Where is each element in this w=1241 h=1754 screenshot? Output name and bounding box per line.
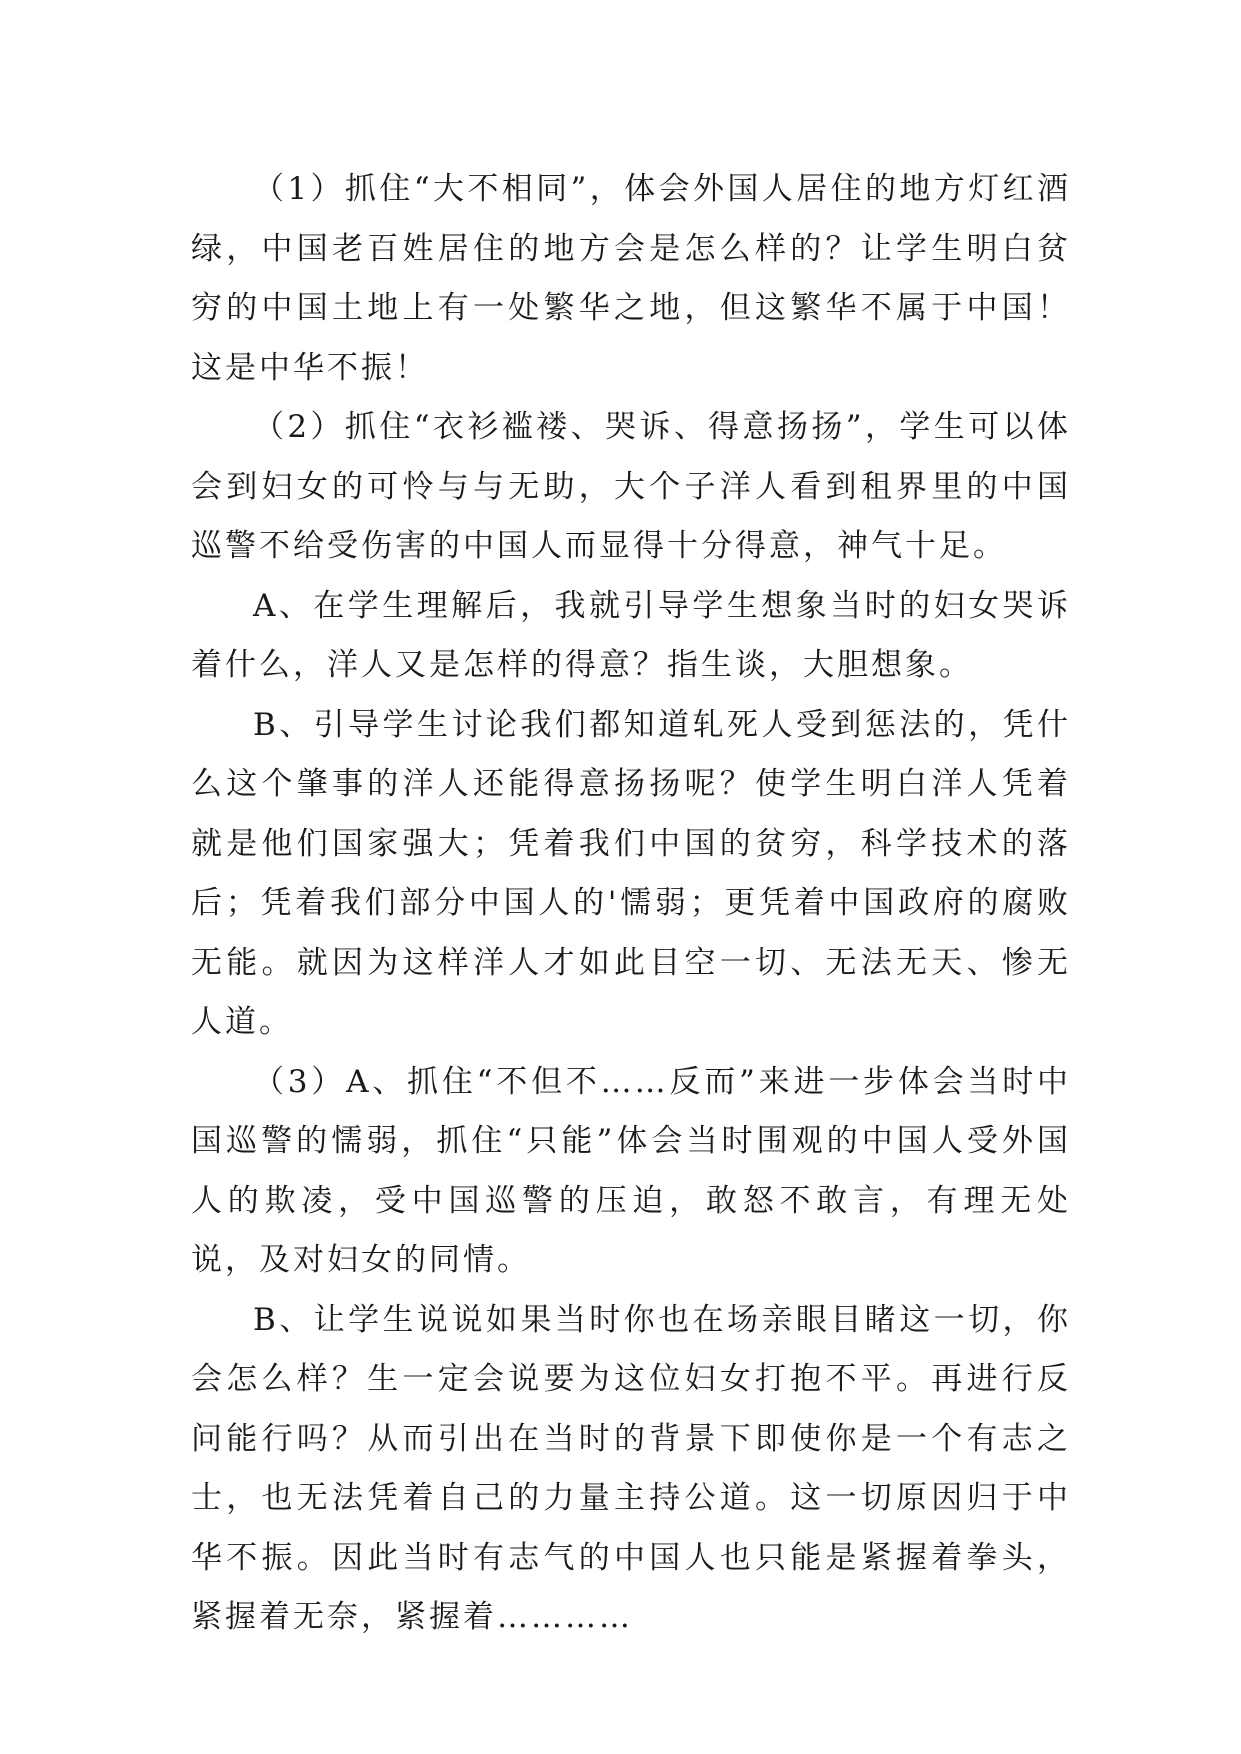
paragraph-1: （1）抓住“大不相同”，体会外国人居住的地方灯红酒绿，中国老百姓居住的地方会是怎么样的？让学生明白贫穷的中国土地上有一处繁华之地，但这繁华不属于中国！这是中华不振！ (191, 171, 1071, 386)
paragraph-5: （3）A、抓住“不但不……反而”来进一步体会当时中国巡警的懦弱，抓住“只能”体会当时围观的中国人受外国人的欺凌，受中国巡警的压迫，敢怒不敢言，有理无处说，及对妇女的同情。 (191, 1063, 1071, 1278)
paragraph-2: （2）抓住“衣衫褴褛、哭诉、得意扬扬”，学生可以体会到妇女的可怜与与无助，大个子洋人看到租界里的中国巡警不给受伤害的中国人而显得十分得意，神气十足。 (191, 409, 1071, 564)
paragraph-6: B、让学生说说如果当时你也在场亲眼目睹这一切，你会怎么样？生一定会说要为这位妇女打抱不平。再进行反问能行吗？从而引出在当时的背景下即使你是一个有志之士，也无法凭着自己的力量主持公道。这一切原因归于中华不振。因此当时有志气的中国人也只能是紧握着拳头，紧握着无奈，紧握着………… (191, 1301, 1071, 1635)
paragraph-3: A、在学生理解后，我就引导学生想象当时的妇女哭诉着什么，洋人又是怎样的得意？指生谈，大胆想象。 (191, 587, 1071, 683)
document-body (191, 160, 1071, 1648)
paragraph-4: B、引导学生讨论我们都知道轧死人受到惩法的，凭什么这个肇事的洋人还能得意扬扬呢？使学生明白洋人凭着就是他们国家强大；凭着我们中国的贫穷，科学技术的落后；凭着我们部分中国人的'懦弱；更凭着中国政府的腐败无能。就因为这样洋人才如此目空一切、无法无天、惨无人道。 (191, 706, 1071, 1040)
